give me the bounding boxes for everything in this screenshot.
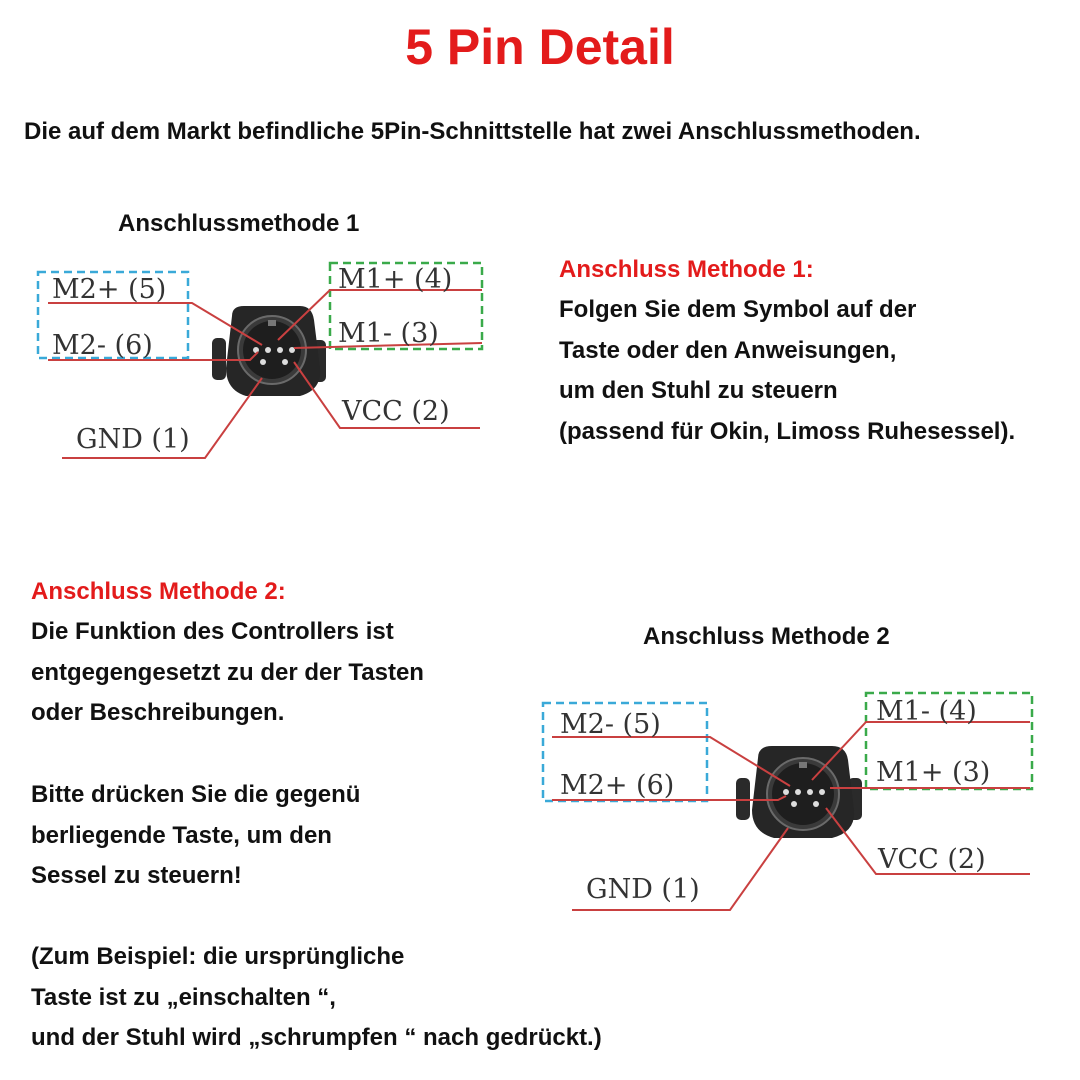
method1-line: Folgen Sie dem Symbol auf der [559, 296, 917, 323]
label-m2m: M2- (5) [560, 709, 661, 740]
label-m1m: M1- (3) [338, 318, 439, 349]
method2-line: und der Stuhl wird „schrumpfen “ nach gedrückt.) [31, 1024, 602, 1051]
label-vcc: VCC (2) [878, 844, 986, 875]
method1-description [559, 290, 1015, 452]
method1-line: Taste oder den Anweisungen, [559, 336, 897, 364]
method2-line: Taste ist zu „einschalten “, [31, 983, 336, 1011]
label-m2m: M2- (6) [52, 330, 153, 361]
label-m2p: M2+ (6) [560, 770, 675, 801]
connector-icon [736, 746, 862, 838]
label-m2p: M2+ (5) [52, 274, 167, 305]
method2-line: Bitte drücken Sie die gegenü [31, 781, 361, 808]
method2-example [31, 937, 602, 1059]
method1-line: (passend für Okin, Limoss Ruhesessel). [559, 417, 1016, 445]
label-m1m: M1- (4) [876, 696, 977, 727]
method2-line: berliegende Taste, um den [31, 821, 332, 849]
connector-diagram-2 [530, 680, 1050, 920]
method2-line: oder Beschreibungen. [31, 699, 285, 726]
method2-instruction [31, 775, 360, 897]
method2-heading: Anschluss Methode 2: [31, 578, 286, 605]
label-vcc: VCC (2) [342, 396, 450, 427]
diagram2-title: Anschluss Methode 2 [643, 623, 890, 650]
method2-description [31, 612, 424, 734]
connector-diagram-1 [0, 250, 520, 480]
method2-line: (Zum Beispiel: die ursprüngliche [31, 943, 405, 970]
method2-line: entgegengesetzt zu der der Tasten [31, 658, 424, 686]
label-m1p: M1+ (3) [876, 757, 991, 788]
method2-line: Die Funktion des Controllers ist [31, 618, 394, 645]
method1-line: um den Stuhl zu steuern [559, 377, 838, 404]
label-gnd: GND (1) [586, 874, 700, 905]
label-gnd: GND (1) [76, 424, 190, 455]
page-title: 5 Pin Detail [405, 19, 675, 75]
intro-text: Die auf dem Markt befindliche 5Pin-Schnittstelle hat zwei Anschlussmethoden. [24, 118, 921, 145]
diagram1-title: Anschlussmethode 1 [118, 210, 360, 237]
method1-heading: Anschluss Methode 1: [559, 256, 814, 283]
label-m1p: M1+ (4) [338, 264, 453, 295]
method2-line: Sessel zu steuern! [31, 862, 242, 889]
